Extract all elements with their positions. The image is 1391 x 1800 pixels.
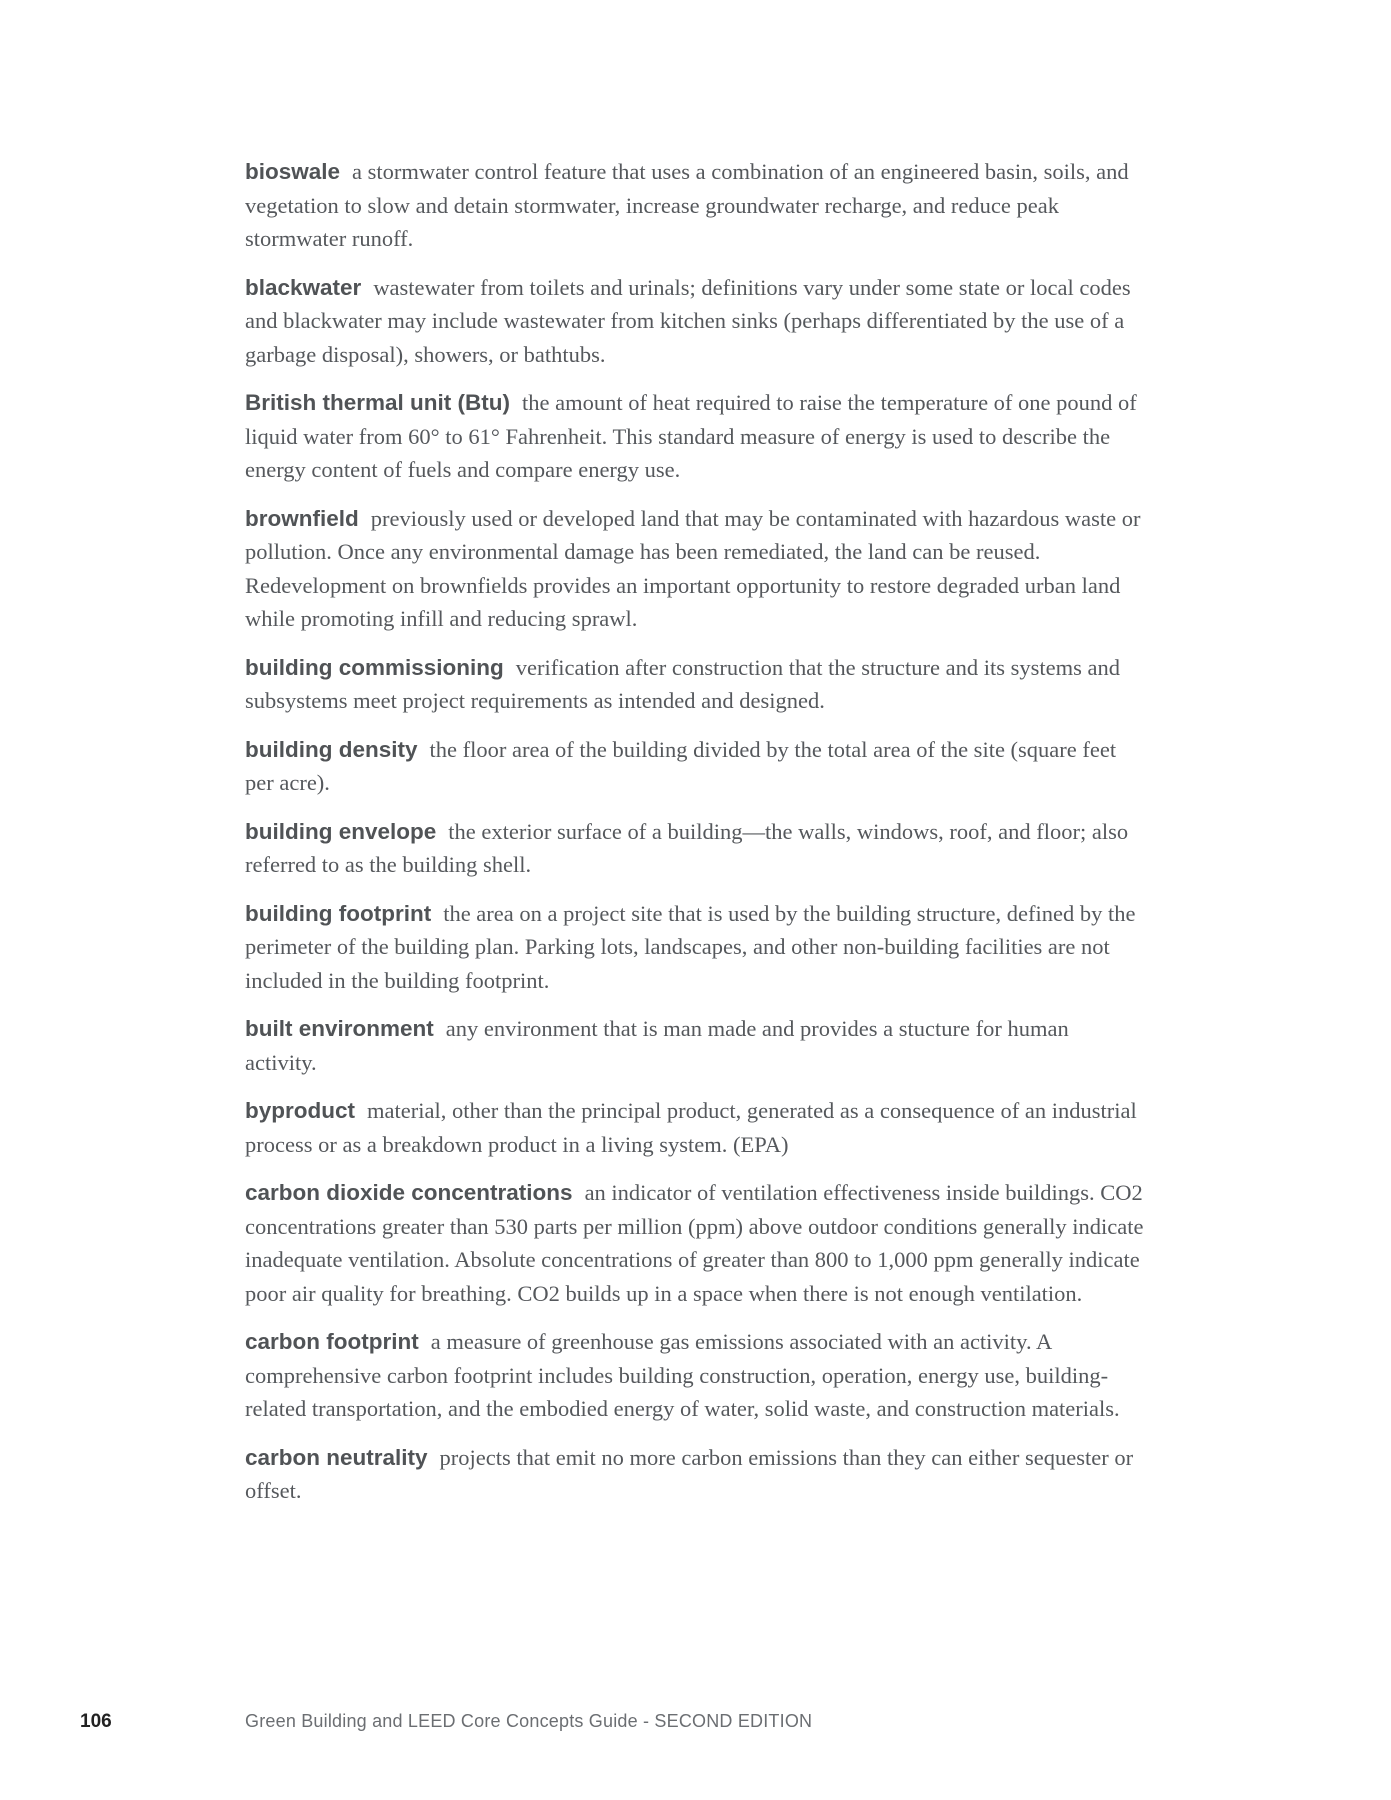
glossary-term: building density bbox=[245, 736, 418, 762]
glossary-term: blackwater bbox=[245, 274, 362, 300]
glossary-term: British thermal unit (Btu) bbox=[245, 390, 510, 415]
page-number: 106 bbox=[80, 1711, 112, 1732]
glossary-entry-blackwater bbox=[245, 271, 1145, 372]
glossary-term: building envelope bbox=[245, 818, 437, 844]
glossary-term: carbon neutrality bbox=[245, 1444, 428, 1470]
glossary-entry-brownfield bbox=[245, 502, 1145, 636]
glossary-entry-byproduct bbox=[245, 1094, 1145, 1161]
glossary-term: building commissioning bbox=[245, 654, 504, 680]
glossary-entry-building-footprint bbox=[245, 897, 1145, 998]
glossary-term: byproduct bbox=[245, 1098, 355, 1123]
glossary-definition: the floor area of the building divided by the total area of the site (square feet per acre). bbox=[245, 736, 1117, 795]
glossary-definition: material, other than the principal product, generated as a consequence of an industrial process or as a breakdown product in a living system. (EPA) bbox=[245, 1098, 1137, 1157]
glossary-definition: a stormwater control feature that uses a combination of an engineered basin, soils, and vegetation to slow and detain stormwater, increase groundwater recharge, and reduce peak stormwater runoff. bbox=[245, 159, 1129, 251]
glossary-list bbox=[245, 155, 1145, 1523]
glossary-definition: the area on a project site that is used by the building structure, defined by the perimeter of the building plan. Parking lots, landscapes, and other non-building facilities are not included in the building footprint. bbox=[245, 900, 1136, 993]
glossary-entry-carbon-dioxide-concentrations bbox=[245, 1176, 1145, 1310]
glossary-entry-bioswale bbox=[245, 155, 1145, 256]
glossary-entry-carbon-neutrality bbox=[245, 1441, 1145, 1508]
glossary-entry-carbon-footprint bbox=[245, 1325, 1145, 1426]
glossary-definition: an indicator of ventilation effectiveness inside buildings. CO2 concentrations greater than 530 parts per million (ppm) above outdoor conditions generally indicate inadequate ventilation. Absolute concentrations of greater than 800 to 1,000 ppm generally indicate poor air quality for breathing. CO2 builds up in a space when there is not enough ventilation. bbox=[245, 1180, 1144, 1306]
glossary-definition: the amount of heat required to raise the temperature of one pound of liquid water from 60° to 61° Fahrenheit. This standard measure of energy is used to describe the energy content of fuels and compare energy use. bbox=[245, 390, 1137, 482]
running-footer-title: Green Building and LEED Core Concepts Guide - SECOND EDITION bbox=[245, 1711, 813, 1731]
glossary-definition: any environment that is man made and provides a stucture for human activity. bbox=[245, 1016, 1069, 1075]
glossary-term: carbon footprint bbox=[245, 1329, 419, 1354]
glossary-entry-built-environment bbox=[245, 1012, 1145, 1079]
glossary-term: brownfield bbox=[245, 505, 359, 531]
glossary-term: carbon dioxide concentrations bbox=[245, 1180, 573, 1205]
glossary-entry-building-envelope bbox=[245, 815, 1145, 882]
glossary-definition: verification after construction that the structure and its systems and subsystems meet project requirements as intended and designed. bbox=[245, 654, 1120, 713]
glossary-term: building footprint bbox=[245, 900, 432, 926]
glossary-entry-building-commissioning bbox=[245, 651, 1145, 718]
glossary-definition: projects that emit no more carbon emissions than they can either sequester or offset. bbox=[245, 1444, 1134, 1503]
glossary-definition: previously used or developed land that may be contaminated with hazardous waste or pollution. Once any environmental damage has been remediated, the land can be reused. Redevelopment on brownfields provides an important opportunity to restore degraded urban land while promoting infill and reducing sprawl. bbox=[245, 505, 1141, 631]
glossary-term: bioswale bbox=[245, 159, 341, 184]
glossary-definition: wastewater from toilets and urinals; definitions vary under some state or local codes and blackwater may include wastewater from kitchen sinks (perhaps differentiated by the use of a garbage disposal), showers, or bathtubs. bbox=[245, 274, 1131, 367]
glossary-definition: the exterior surface of a building—the walls, windows, roof, and floor; also referred to as the building shell. bbox=[245, 818, 1129, 877]
glossary-entry-btu bbox=[245, 386, 1145, 487]
glossary-term: built environment bbox=[245, 1016, 434, 1041]
glossary-entry-building-density bbox=[245, 733, 1145, 800]
glossary-definition: a measure of greenhouse gas emissions associated with an activity. A comprehensive carbon footprint includes building construction, operation, energy use, building-related transportation, and the embodied energy of water, solid waste, and construction materials. bbox=[245, 1329, 1120, 1421]
